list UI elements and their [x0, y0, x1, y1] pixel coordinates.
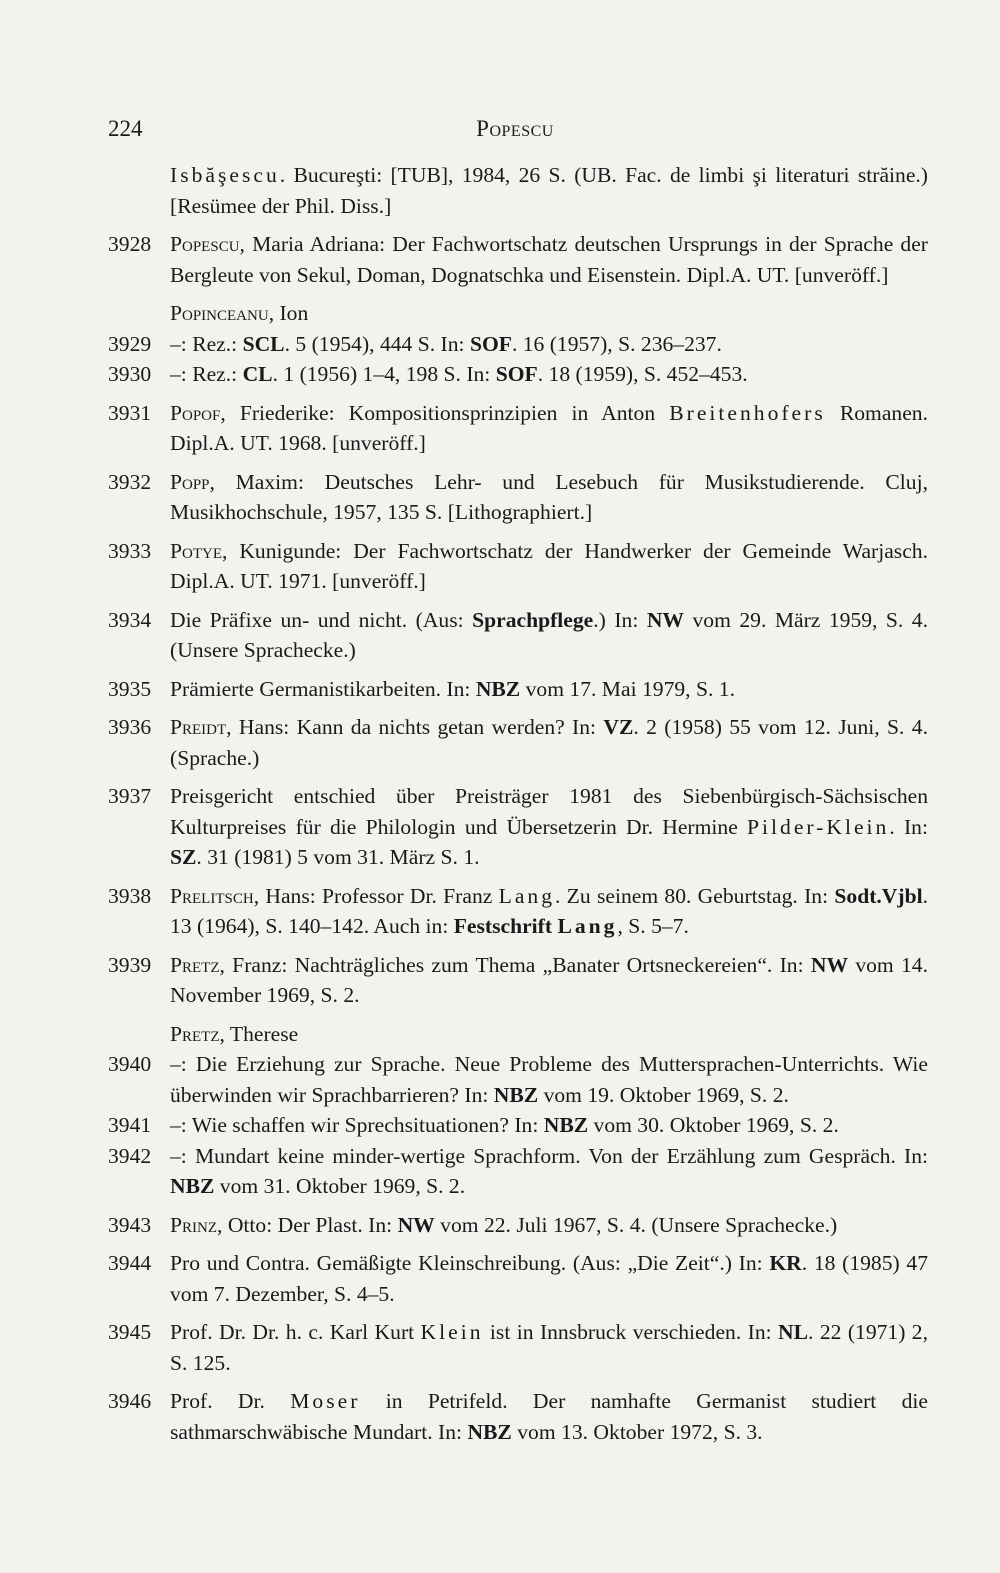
entry-text-part: . 13 (1964), S. 140–142. Auch in: [170, 883, 928, 938]
bibliography-entry [108, 1210, 928, 1241]
journal-abbrev: NW [810, 952, 849, 977]
journal-abbrev: NBZ [543, 1113, 589, 1137]
journal-abbrev: NBZ [170, 1174, 215, 1198]
bibliography-entry [108, 881, 928, 942]
bibliography-entry [108, 398, 928, 459]
entry-text-part: Prof. Dr. [170, 1389, 291, 1413]
entry-text-part: –: Mundart keine minder-wertige Sprachform. Von der Erzählung zum Gespräch. In: [170, 1143, 928, 1168]
author-surname: Popinceanu [170, 301, 269, 325]
entry-text-part: Prof. Dr. Dr. h. c. Karl Kurt [170, 1320, 421, 1344]
entry-text-part: vom 14. November 1969, S. 2. [170, 952, 928, 1007]
spaced-author-name: Moser [290, 1389, 361, 1413]
journal-abbrev: NW [397, 1212, 435, 1237]
entry-text-part: , Friederike: Kompositionsprinzipien in Anton [220, 400, 670, 425]
entry-text-part: . 5 (1954), 444 S. In: [284, 331, 470, 356]
author-surname: Pretz [170, 1021, 220, 1046]
bibliography-entry [108, 674, 928, 705]
entry-text [170, 467, 928, 528]
entry-text [170, 329, 928, 360]
bibliography-entry [108, 1317, 928, 1378]
entry-number-empty [108, 1019, 170, 1050]
journal-abbrev: SOF [469, 331, 512, 356]
entry-text-part: . 1 (1956) 1–4, 198 S. In: [272, 362, 496, 386]
author-heading-text [170, 298, 928, 329]
entry-number: 3928 [108, 232, 152, 256]
entry-text-part: Die Präfixe un- und nicht. (Aus: [170, 607, 473, 632]
spaced-author-name: Breitenhofers [669, 400, 826, 425]
journal-abbrev: Festschrift [453, 914, 553, 938]
author-given-name: , Therese [219, 1021, 299, 1046]
entry-number: 3943 [108, 1212, 152, 1237]
bibliography-entry [108, 1141, 928, 1202]
entry-text-part: . In: [889, 814, 928, 839]
bibliography-entry [108, 712, 928, 773]
bibliography-entry [108, 1049, 928, 1110]
entry-text-part: vom 31. Oktober 1969, S. 2. [214, 1174, 466, 1198]
author-surname: Preidt [170, 715, 227, 739]
entry-text-part: vom 19. Oktober 1969, S. 2. [538, 1082, 789, 1107]
page-number: 224 [108, 116, 143, 141]
entry-number: 3940 [108, 1052, 152, 1076]
bibliography-entry [108, 950, 928, 1011]
entry-text [170, 1110, 928, 1141]
entry-text-part: . Zu seinem 80. Geburtstag. In: [555, 883, 835, 908]
entry-text [170, 781, 928, 873]
entry-text [170, 1210, 928, 1241]
journal-abbrev: VZ [603, 715, 634, 739]
entry-text-part: . 2 (1958) 55 vom 12. Juni, S. 4. (Sprache.) [170, 715, 928, 770]
entry-text-part: vom 22. Juli 1967, S. 4. (Unsere Sprachecke.) [434, 1212, 838, 1237]
entry-text [170, 1248, 928, 1309]
entry-text-part: . 31 (1981) 5 vom 31. März S. 1. [196, 845, 480, 869]
bibliography-entry [108, 536, 928, 597]
spaced-author-name: Isbăşescu [170, 163, 280, 187]
entry-text [170, 950, 928, 1011]
bibliography-entry [108, 605, 928, 666]
journal-abbrev: NL [778, 1320, 809, 1344]
entry-text-part: , Maria Adriana: Der Fachwortschatz deutschen Ursprungs in der Sprache der Bergleute von Sekul, Doman, Dognatschka und Eisenstein. Dipl.A. UT. [unveröff.] [170, 232, 928, 287]
entry-text-part: Pro und Contra. Gemäßigte Kleinschreibung. (Aus: „Die Zeit“.) In: [170, 1251, 770, 1275]
entry-text [170, 1386, 928, 1447]
spaced-author-name: Pilder-Klein [747, 814, 890, 839]
entry-number: 3944 [108, 1251, 152, 1275]
entry-number: 3936 [108, 715, 152, 739]
author-given-name: , Ion [268, 301, 309, 325]
entry-text [170, 536, 928, 597]
author-heading-text [170, 1019, 928, 1050]
entry-text-part: –: Rez.: [170, 362, 243, 386]
journal-abbrev: NW [646, 607, 685, 632]
entry-text-part: . 18 (1959), S. 452–453. [537, 362, 748, 386]
author-surname: Popescu [170, 232, 240, 256]
author-heading [108, 298, 928, 329]
entry-text-part: Romanen. Dipl.A. UT. 1968. [unveröff.] [170, 400, 928, 455]
entry-text [170, 160, 928, 221]
author-surname: Popof [170, 400, 221, 425]
entry-text-part: Prämierte Germanistikarbeiten. In: [170, 676, 476, 701]
bibliography-entry-continuation [108, 160, 928, 221]
entry-text [170, 398, 928, 459]
journal-abbrev: CL [242, 362, 273, 386]
entry-number: 3937 [108, 784, 152, 808]
entry-number-empty [108, 298, 170, 329]
journal-abbrev: NBZ [493, 1082, 539, 1107]
running-header [108, 116, 922, 146]
entry-text-part: Preisgericht entschied über Preisträger 1981 des Siebenbürgisch-Sächsischen Kulturpreises für die Philologin und Übersetzerin Dr. Hermine [170, 784, 928, 839]
bibliography-entry [108, 229, 928, 290]
bibliography-entry [108, 329, 928, 360]
entry-number: 3935 [108, 676, 152, 701]
bibliography-entry [108, 1386, 928, 1447]
entry-text-part: vom 30. Oktober 1969, S. 2. [588, 1113, 839, 1137]
entry-number-empty [108, 160, 170, 221]
entry-text [170, 881, 928, 942]
journal-abbrev: KR [769, 1251, 802, 1275]
entry-number: 3945 [108, 1320, 152, 1344]
entry-text [170, 359, 928, 390]
entry-number: 3932 [108, 469, 152, 494]
author-surname: Popp [170, 469, 210, 494]
spaced-author-name: Klein [420, 1320, 484, 1344]
bibliography-list [108, 160, 928, 1455]
entry-number: 3938 [108, 883, 152, 908]
entry-text [170, 1049, 928, 1110]
journal-abbrev: NBZ [467, 1419, 512, 1444]
bibliography-entry [108, 467, 928, 528]
entry-text-part: . 18 (1985) 47 vom 7. Dezember, S. 4–5. [170, 1251, 928, 1306]
entry-text-part: , Hans: Kann da nichts getan werden? In: [226, 715, 604, 739]
entry-text [170, 1141, 928, 1202]
entry-text-part: –: Die Erziehung zur Sprache. Neue Probleme des Muttersprachen-Unterrichts. Wie überwinden wir Sprachbarrieren? In: [170, 1052, 928, 1107]
entry-number: 3930 [108, 362, 152, 386]
spaced-author-name: Lang [498, 883, 555, 908]
journal-abbrev: Sodt.Vjbl [834, 883, 923, 908]
entry-text-part: . 22 (1971) 2, S. 125. [170, 1320, 929, 1375]
entry-text-part: , Hans: Professor Dr. Franz [253, 883, 499, 908]
entry-text-part: in Petrifeld. Der namhafte Germanist studiert die sathmarschwäbische Mundart. In: [170, 1389, 928, 1444]
author-surname: Prinz [170, 1212, 218, 1237]
entry-text-part: vom 17. Mai 1979, S. 1. [520, 676, 735, 701]
entry-text-part: –: Rez.: [170, 331, 243, 356]
bibliography-entry [108, 781, 928, 873]
entry-text-part: , Kunigunde: Der Fachwortschatz der Handwerker der Gemeinde Warjasch. Dipl.A. UT. 1971. [unveröff.] [170, 538, 928, 593]
entry-number: 3933 [108, 538, 152, 563]
entry-text-part: vom 13. Oktober 1972, S. 3. [511, 1419, 763, 1444]
entry-text [170, 605, 928, 666]
entry-text-part: , Otto: Der Plast. In: [217, 1212, 398, 1237]
entry-text-part: . Bucureşti: [TUB], 1984, 26 S. (UB. Fac. de limbi şi literaturi străine.) [Resümee der Phil. Diss.] [170, 163, 928, 218]
journal-abbrev: Sprachpflege [472, 607, 594, 632]
entry-text-part: .) In: [593, 607, 647, 632]
entry-number: 3939 [108, 952, 152, 977]
bibliography-entry [108, 359, 928, 390]
entry-number: 3941 [108, 1113, 152, 1137]
entry-number: 3929 [108, 331, 152, 356]
entry-number: 3946 [108, 1389, 152, 1413]
running-title: Popescu [476, 116, 554, 141]
author-surname: Pretz [170, 952, 220, 977]
spaced-author-name: Lang [557, 914, 618, 938]
author-surname: Prelitsch [170, 883, 254, 908]
entry-text-part: vom 29. März 1959, S. 4. (Unsere Sprachecke.) [170, 607, 928, 662]
entry-text-part: –: Wie schaffen wir Sprechsituationen? In: [170, 1113, 544, 1137]
entry-text [170, 674, 928, 705]
journal-abbrev: SOF [495, 362, 538, 386]
author-surname: Potye [170, 538, 222, 563]
entry-number: 3934 [108, 607, 152, 632]
bibliography-entry [108, 1110, 928, 1141]
journal-abbrev: SCL [242, 331, 285, 356]
author-heading [108, 1019, 928, 1050]
journal-abbrev: NBZ [475, 676, 521, 701]
entry-number: 3942 [108, 1143, 152, 1168]
entry-text [170, 229, 928, 290]
entry-text-part: , Franz: Nachträgliches zum Thema „Banater Ortsneckereien“. In: [219, 952, 811, 977]
entry-text-part: . 16 (1957), S. 236–237. [511, 331, 722, 356]
bibliography-entry [108, 1248, 928, 1309]
entry-text-part: ist in Innsbruck verschieden. In: [483, 1320, 779, 1344]
journal-abbrev: SZ [170, 845, 197, 869]
entry-text [170, 712, 928, 773]
entry-number: 3931 [108, 400, 152, 425]
entry-text [170, 1317, 928, 1378]
entry-text-part: , S. 5–7. [617, 914, 689, 938]
entry-text-part: , Maxim: Deutsches Lehr- und Lesebuch für Musikstudierende. Cluj, Musikhochschule, 1957, 135 S. [Lithographiert.] [170, 469, 928, 524]
